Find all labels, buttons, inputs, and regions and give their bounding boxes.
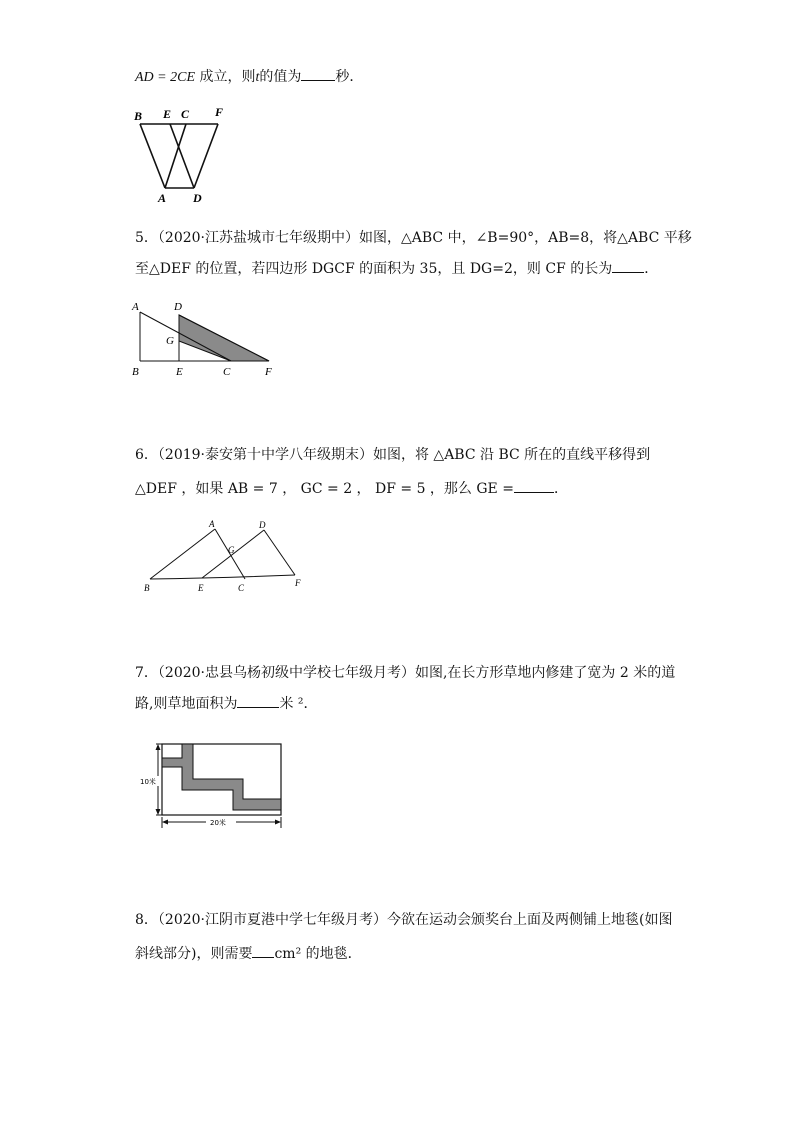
q5-label-b: B — [132, 366, 139, 378]
q6-figure — [140, 518, 310, 598]
q7-text-b: 米 ²． — [279, 696, 318, 712]
q4-answer-blank[interactable] — [301, 66, 335, 81]
q5-figure — [128, 298, 288, 382]
q7-height-label: 10米 — [140, 778, 156, 786]
q5-answer-blank[interactable] — [612, 258, 644, 273]
q5-label-e: E — [176, 366, 183, 378]
q6-label-f: F — [295, 578, 301, 588]
q4-label-b: B — [134, 109, 143, 123]
q5-line-1: 5．（2020·江苏盐城市七年级期中）如图，△ABC 中，∠B=90°，AB=8，将△ABC 平移 — [135, 230, 692, 246]
q6-answer-blank[interactable] — [514, 478, 554, 493]
q4-figure — [130, 104, 230, 204]
q6-line-2 — [135, 478, 568, 499]
q4-label-c: C — [181, 107, 190, 121]
q4-label-e: E — [163, 107, 172, 121]
q6-label-g: G — [228, 545, 235, 555]
q8-text-a: 斜线部分)，则需要 — [135, 946, 253, 962]
q8-line-1: 8．（2020·江阴市夏港中学七年级月考）今欲在运动会颁奖台上面及两侧铺上地毯(如图 — [135, 912, 673, 928]
q7-figure — [138, 738, 288, 832]
q8-line-2 — [135, 943, 362, 964]
q7-text-a: 路,则草地面积为 — [135, 696, 238, 712]
q5-label-c: C — [223, 366, 231, 378]
q5-line-2 — [135, 258, 658, 279]
q6-label-b: B — [144, 583, 150, 593]
q5-text-a: 至△DEF 的位置，若四边形 DGCF 的面积为 35，且 DG=2，则 CF 的长为 — [135, 261, 613, 277]
q8-text-b: cm² 的地毯． — [274, 946, 362, 962]
q5-label-g: G — [166, 335, 174, 347]
q4-label-d: D — [193, 191, 202, 205]
q7-line-1: 7．（2020·忠县乌杨初级中学校七年级月考）如图,在长方形草地内修建了宽为 2 米的道 — [135, 665, 676, 681]
q7-answer-blank[interactable] — [237, 693, 279, 708]
q7-line-2 — [135, 693, 318, 714]
q4-label-f: F — [215, 105, 224, 119]
q6-label-d: D — [259, 520, 266, 530]
q5-label-f: F — [265, 366, 272, 378]
q5-label-a: A — [132, 301, 139, 313]
q4-answer-line — [135, 66, 363, 88]
q6-text-a: △DEF ，如果 AB = 7 ， GC = 2 ， DF = 5 ，那么 GE = — [135, 481, 514, 497]
q6-text-b: ． — [553, 481, 568, 497]
q8-answer-blank[interactable] — [252, 943, 274, 958]
q5-label-d: D — [174, 301, 182, 313]
q4-text-c: 秒． — [335, 69, 364, 85]
q6-label-a: A — [209, 519, 215, 529]
q4-text-b: 的值为 — [259, 69, 302, 85]
q6-label-e: E — [198, 583, 204, 593]
q4-label-a: A — [158, 191, 167, 205]
q6-label-c: C — [238, 583, 245, 593]
q4-var: t — [255, 70, 260, 85]
q4-expr: AD = 2CE — [135, 70, 195, 85]
q4-text-a: 成立，则 — [195, 69, 256, 85]
q7-width-label: 20米 — [210, 819, 226, 827]
q6-line-1: 6．（2019·泰安第十中学八年级期末）如图，将 △ABC 沿 BC 所在的直线平移得到 — [135, 447, 651, 463]
q5-text-b: ． — [644, 261, 659, 277]
